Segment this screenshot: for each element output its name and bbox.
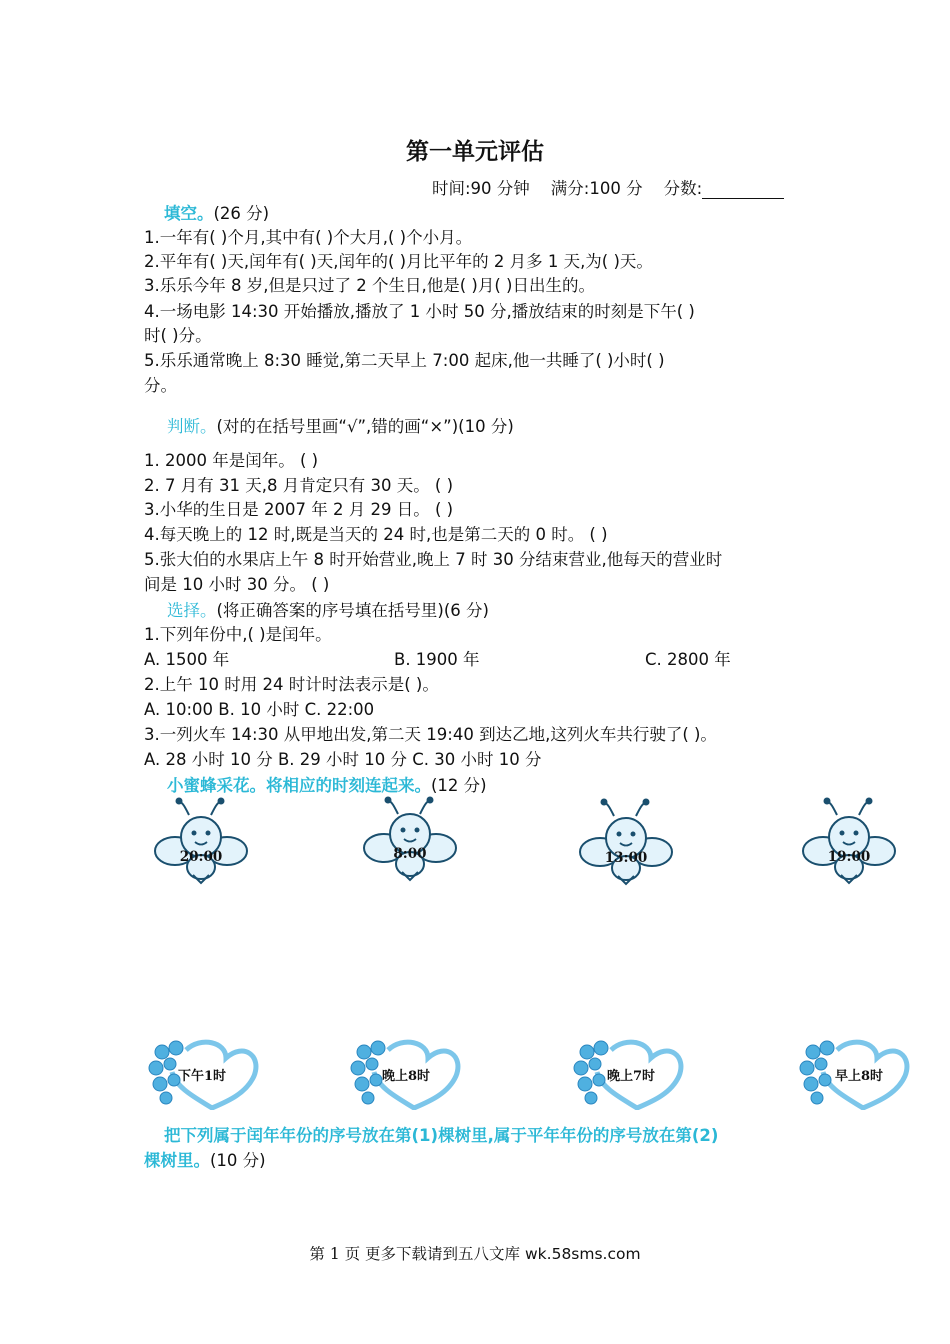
bee-card-1[interactable] [153, 797, 249, 889]
footer-site-link[interactable]: wk.58sms.com [525, 1245, 641, 1263]
fill-in-line-4b: 时( )分。 [144, 326, 212, 345]
bee-time-label: 8:00 [393, 846, 427, 862]
fill-in-line-5: 5.乐乐通常晚上 8:30 睡觉,第二天早上 7:00 起床,他一共睡了( )小时( ) [144, 351, 665, 370]
section-judge-head [167, 413, 514, 437]
section-fill-in-points: (26 分) [213, 204, 270, 223]
bee-time-label: 20:00 [179, 849, 223, 865]
footer-text: 第 1 页 更多下载请到五八文库 [309, 1245, 521, 1263]
section-choice-title: 选择。 [167, 601, 217, 620]
flower-time-label: 早上8时 [835, 1069, 884, 1084]
section-bee-head [167, 772, 487, 796]
bee-icon [578, 798, 674, 890]
bee-time-label: 19:00 [827, 849, 871, 865]
choice-q3-options: A. 28 小时 10 分 B. 29 小时 10 分 C. 30 小时 10 分 [144, 750, 542, 769]
bee-card-4[interactable] [801, 797, 897, 889]
judge-line-5b: 间是 10 小时 30 分。 ( ) [144, 575, 330, 594]
fill-in-line-2: 2.平年有( )天,闰年有( )天,闰年的( )月比平年的 2 月多 1 天,为( )天。 [144, 252, 653, 271]
judge-line-1: 1. 2000 年是闰年。 ( ) [144, 451, 319, 470]
choice-q2-options: A. 10:00 B. 10 小时 C. 22:00 [144, 700, 375, 719]
flower-time-label: 下午1时 [178, 1069, 227, 1084]
choice-q1: 1.下列年份中,( )是闰年。 [144, 625, 332, 644]
judge-line-2: 2. 7 月有 31 天,8 月肯定只有 30 天。 ( ) [144, 476, 454, 495]
choice-q1-option-c: C. 2800 年 [645, 650, 731, 669]
bee-time-label: 13:00 [604, 850, 648, 866]
score-label: 分数: [663, 179, 703, 198]
section-fill-in-head [164, 200, 269, 224]
flower-card-2[interactable] [348, 1038, 464, 1110]
section-choice-points: (将正确答案的序号填在括号里)(6 分) [216, 601, 489, 620]
bee-card-2[interactable] [362, 796, 458, 888]
page-title: 第一单元评估 [406, 138, 544, 165]
bee-icon [801, 797, 897, 889]
section-bee-points: (12 分) [431, 776, 487, 795]
page-footer [0, 1242, 950, 1264]
flower-card-4[interactable] [797, 1038, 913, 1110]
choice-q1-option-b: B. 1900 年 [394, 650, 480, 669]
exam-time: 时间:90 分钟 [432, 179, 530, 198]
section-bee-title: 小蜜蜂采花。将相应的时刻连起来。 [167, 776, 431, 795]
flower-time-label: 晚上8时 [382, 1069, 431, 1084]
section-fill-in-title: 填空。 [164, 204, 214, 223]
fill-in-line-1: 1.一年有( )个月,其中有( )个大月,( )个小月。 [144, 228, 473, 247]
bee-icon [362, 796, 458, 888]
section-tree-head-2 [144, 1147, 266, 1171]
section-judge-points: (对的在括号里画“√”,错的画“×”)(10 分) [216, 417, 514, 436]
choice-q1-option-a: A. 1500 年 [144, 650, 230, 669]
fill-in-line-3: 3.乐乐今年 8 岁,但是只过了 2 个生日,他是( )月( )日出生的。 [144, 276, 595, 295]
flower-card-1[interactable] [146, 1038, 262, 1110]
flower-card-3[interactable] [571, 1038, 687, 1110]
section-judge-title: 判断。 [167, 417, 217, 436]
choice-q3: 3.一列火车 14:30 从甲地出发,第二天 19:40 到达乙地,这列火车共行驶了( )。 [144, 725, 717, 744]
section-choice-head [167, 597, 489, 621]
judge-line-4: 4.每天晚上的 12 时,既是当天的 24 时,也是第二天的 0 时。 ( ) [144, 525, 608, 544]
choice-q2: 2.上午 10 时用 24 时计时法表示是( )。 [144, 675, 439, 694]
section-tree-head [164, 1122, 718, 1146]
score-blank[interactable] [702, 182, 784, 199]
flower-time-label: 晚上7时 [607, 1069, 656, 1084]
exam-full-score: 满分:100 分 [550, 179, 643, 198]
fill-in-line-5b: 分。 [144, 376, 177, 395]
section-tree-title-2: 棵树里。 [144, 1151, 210, 1170]
judge-line-3: 3.小华的生日是 2007 年 2 月 29 日。 ( ) [144, 500, 454, 519]
judge-line-5: 5.张大伯的水果店上午 8 时开始营业,晚上 7 时 30 分结束营业,他每天的营业时 [144, 550, 723, 569]
section-tree-points: (10 分) [210, 1151, 266, 1170]
fill-in-line-4: 4.一场电影 14:30 开始播放,播放了 1 小时 50 分,播放结束的时刻是下午( ) [144, 302, 695, 321]
bee-icon [153, 797, 249, 889]
section-tree-title: 把下列属于闰年年份的序号放在第(1)棵树里,属于平年年份的序号放在第(2) [164, 1126, 719, 1145]
exam-meta [432, 175, 784, 199]
bee-card-3[interactable] [578, 798, 674, 890]
